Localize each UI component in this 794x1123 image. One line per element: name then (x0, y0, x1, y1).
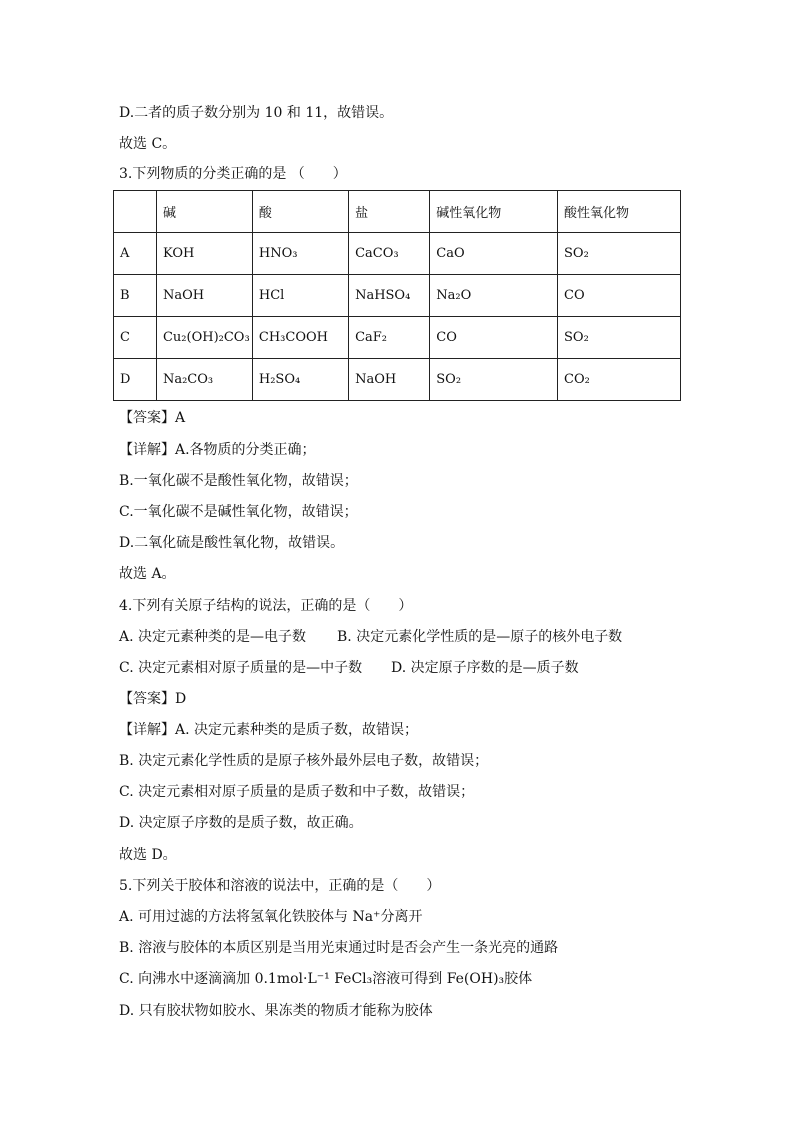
classification-table-body (114, 191, 681, 401)
table-cell: Na₂O (430, 275, 558, 317)
q4-answer: 【答案】D (119, 691, 187, 707)
table-cell: SO₂ (558, 317, 681, 359)
q4-option-c: C. 决定元素相对原子质量的是—中子数 (119, 660, 363, 676)
table-header-cell: 碱 (156, 191, 252, 233)
table-cell: HCl (252, 275, 348, 317)
table-cell: CO (558, 275, 681, 317)
q4-option-d: D. 决定原子序数的是—质子数 (391, 660, 579, 676)
q4-choose: 故选 D。 (119, 847, 177, 863)
q4-explanation-c: C. 决定元素相对原子质量的是质子数和中子数，故错误； (119, 784, 475, 800)
table-cell: CaO (430, 233, 558, 275)
q4-option-b: B. 决定元素化学性质的是—原子的核外电子数 (337, 629, 623, 645)
table-cell: CO (430, 317, 558, 359)
prev-choose: 故选 C。 (119, 136, 177, 152)
table-cell: CaF₂ (349, 317, 430, 359)
question-5: 5.下列关于胶体和溶液的说法中，正确的是（ ） (119, 878, 441, 894)
table-header-cell: 酸性氧化物 (558, 191, 681, 233)
q4-option-a: A. 决定元素种类的是—电子数 (119, 629, 307, 645)
table-header-row (114, 191, 681, 233)
q4-explanation-d: D. 决定原子序数的是质子数，故正确。 (119, 815, 363, 831)
q3-explanation-d: D.二氧化硫是酸性氧化物，故错误。 (119, 535, 345, 551)
table-cell: B (114, 275, 157, 317)
q4-options-row-2 (119, 658, 579, 678)
prev-explanation-d: D.二者的质子数分别为 10 和 11，故错误。 (119, 105, 394, 121)
table-cell: CO₂ (558, 359, 681, 401)
table-cell: A (114, 233, 157, 275)
table-cell: D (114, 359, 157, 401)
table-header-cell: 盐 (349, 191, 430, 233)
table-cell: SO₂ (430, 359, 558, 401)
classification-table (113, 190, 681, 401)
q3-explanation-b: B.一氧化碳不是酸性氧化物，故错误； (119, 473, 358, 489)
table-row (114, 317, 681, 359)
q5-option-b: B. 溶液与胶体的本质区别是当用光束通过时是否会产生一条光亮的通路 (119, 940, 559, 956)
q4-explanation-a: 【详解】A. 决定元素种类的是质子数，故错误； (119, 722, 419, 738)
q4-explanation-b: B. 决定元素化学性质的是原子核外最外层电子数，故错误； (119, 753, 489, 769)
table-cell: SO₂ (558, 233, 681, 275)
table-cell: CH₃COOH (252, 317, 348, 359)
table-cell: CaCO₃ (349, 233, 430, 275)
table-row (114, 275, 681, 317)
question-3: 3.下列物质的分类正确的是 （ ） (119, 166, 347, 182)
q5-option-c: C. 向沸水中逐滴滴加 0.1mol·L⁻¹ FeCl₃溶液可得到 Fe(OH)₃胶体 (119, 971, 533, 987)
question-4: 4.下列有关原子结构的说法，正确的是（ ） (119, 598, 413, 614)
table-header-cell: 碱性氧化物 (430, 191, 558, 233)
q3-answer: 【答案】A (119, 410, 186, 426)
q5-option-a: A. 可用过滤的方法将氢氧化铁胶体与 Na⁺分离开 (119, 909, 423, 925)
table-header-cell (114, 191, 157, 233)
table-cell: KOH (156, 233, 252, 275)
table-row (114, 233, 681, 275)
table-cell: NaOH (349, 359, 430, 401)
table-cell: C (114, 317, 157, 359)
q4-options-row-1 (119, 627, 623, 647)
q3-choose: 故选 A。 (119, 566, 176, 582)
q3-explanation-c: C.一氧化碳不是碱性氧化物，故错误； (119, 504, 358, 520)
table-cell: H₂SO₄ (252, 359, 348, 401)
table-cell: HNO₃ (252, 233, 348, 275)
q3-explanation-a: 【详解】A.各物质的分类正确； (119, 442, 316, 458)
table-header-cell: 酸 (252, 191, 348, 233)
table-cell: NaOH (156, 275, 252, 317)
table-cell: Cu₂(OH)₂CO₃ (156, 317, 252, 359)
table-cell: Na₂CO₃ (156, 359, 252, 401)
table-row (114, 359, 681, 401)
q5-option-d: D. 只有胶状物如胶水、果冻类的物质才能称为胶体 (119, 1003, 433, 1019)
table-cell: NaHSO₄ (349, 275, 430, 317)
